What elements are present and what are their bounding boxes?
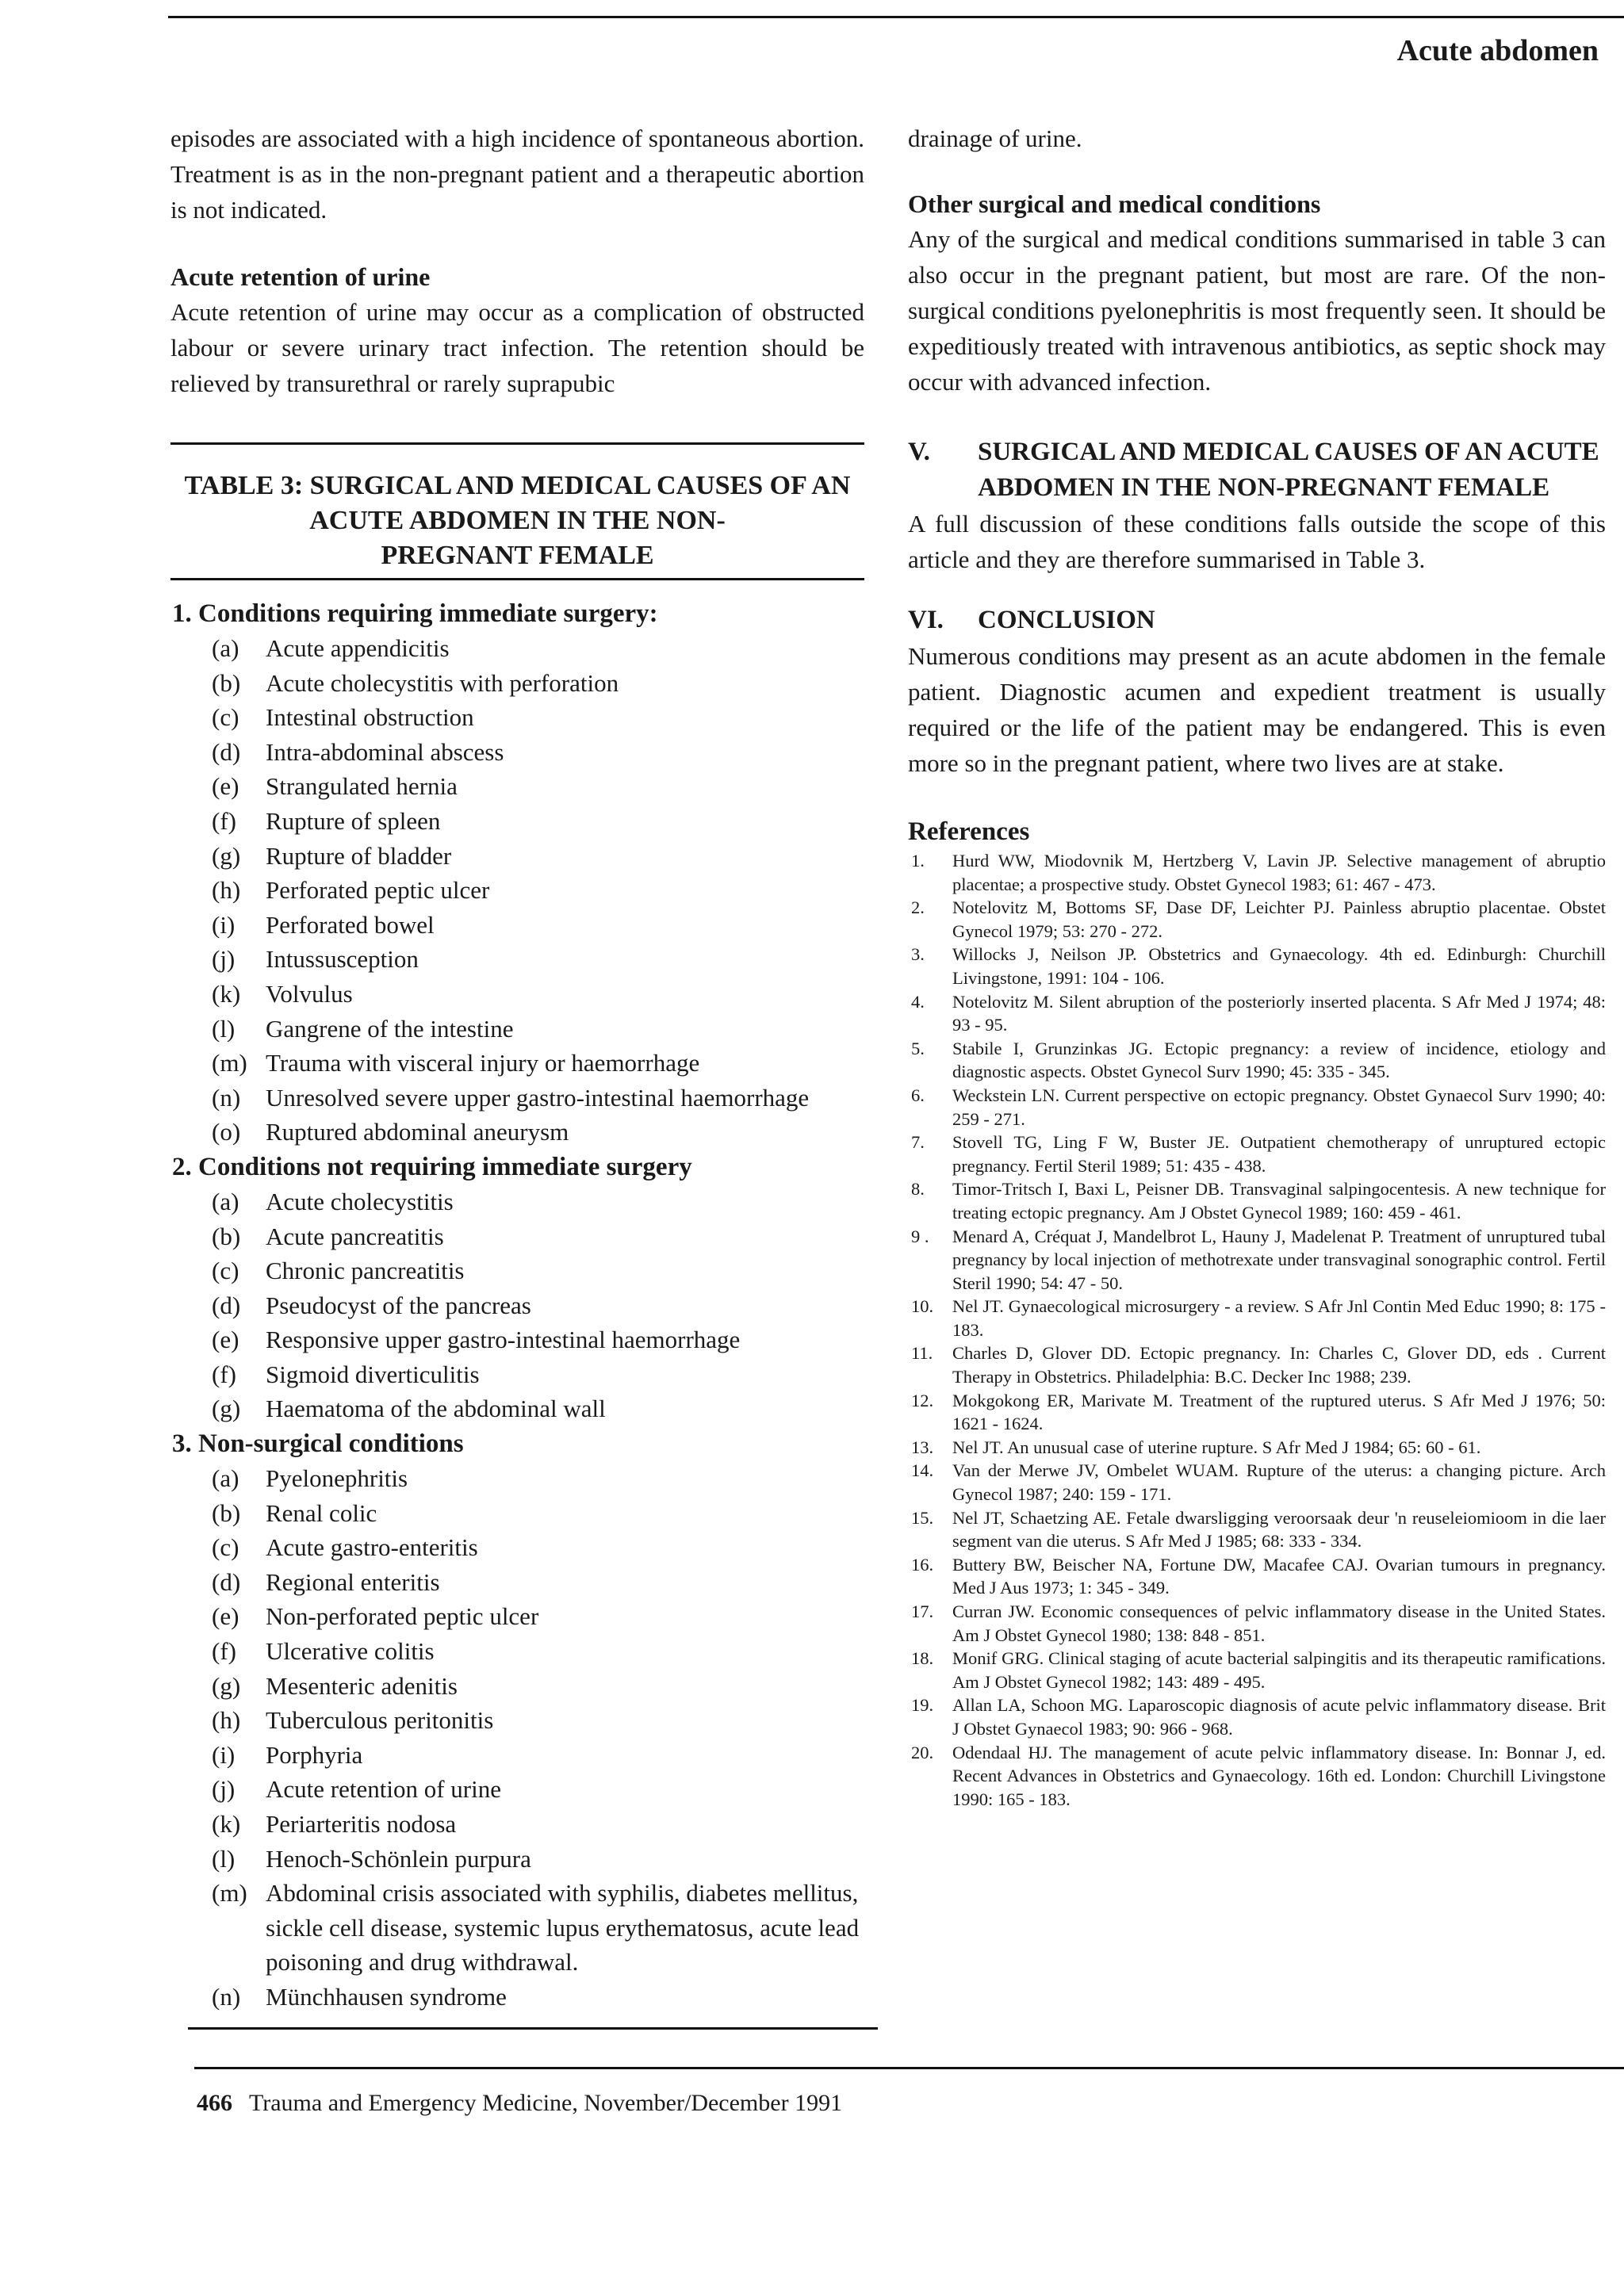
reference-number: 10. [911, 1296, 934, 1317]
table-item [212, 977, 864, 1012]
table-item-label: (c) [212, 1533, 239, 1562]
reference-item [908, 1131, 1606, 1177]
reference-number: 13. [911, 1437, 934, 1457]
table-item-label: (d) [212, 1567, 241, 1596]
table-item-text: Pseudocyst of the pancreas [266, 1291, 531, 1319]
table-item-label: (l) [212, 1844, 236, 1873]
table-item-text: Tuberculous peritonitis [266, 1706, 494, 1735]
table-item-label: (k) [212, 1810, 241, 1838]
table-item-text: Trauma with visceral injury or haemorrhage [266, 1049, 700, 1077]
table-item-label: (e) [212, 1602, 239, 1631]
table-group-list [172, 1461, 864, 2015]
table-item-label: (g) [212, 841, 241, 870]
reference-text: Charles D, Glover DD. Ectopic pregnancy. In: Charles C, Glover DD, eds . Current Therapy in Obstetrics. Philadelphia: B.C. Decker Inc 1988; 239. [952, 1343, 1606, 1387]
table-item-text: Periarteritis nodosa [266, 1810, 457, 1838]
reference-text: Weckstein LN. Current perspective on ectopic pregnancy. Obstet Gynaecol Surv 1990; 40: 259 - 271. [952, 1085, 1606, 1129]
other-conditions-heading: Other surgical and medical conditions [908, 189, 1321, 218]
table-group-heading: 3. Non-surgical conditions [172, 1429, 464, 1459]
reference-item [908, 1037, 1606, 1084]
reference-item [908, 1436, 1606, 1460]
section-vi-number: VI. [908, 606, 944, 634]
running-head: Acute abdomen [1396, 34, 1599, 67]
reference-item [908, 1553, 1606, 1600]
table-item-label: (c) [212, 703, 239, 732]
reference-text: Nel JT, Schaetzing AE. Fetale dwarsligging veroorsaak deur 'n reuseleiomioom in die laer segment van die uterus. S Afr Med J 1985; 68: 333 - 334. [952, 1507, 1606, 1552]
table-item-text: Renal colic [266, 1498, 377, 1527]
table-item [212, 1046, 864, 1081]
reference-text: Allan LA, Schoon MG. Laparoscopic diagnosis of acute pelvic inflammatory disease. Brit J Obstet Gynaecol 1983; 90: 966 - 968. [952, 1695, 1606, 1739]
reference-item [908, 1084, 1606, 1131]
table-item-label: (d) [212, 737, 241, 766]
reference-text: Timor-Tritsch I, Baxi L, Peisner DB. Transvaginal salpingocentesis. A new technique for treating ectopic pregnancy. Am J Obstet Gynecol 1989; 160: 459 - 461. [952, 1179, 1606, 1223]
table-item [212, 804, 864, 839]
table-group-heading: 2. Conditions not requiring immediate surgery [172, 1152, 692, 1181]
table-item-label: (i) [212, 910, 236, 939]
page-number: 466 [197, 2090, 232, 2116]
table-item [212, 873, 864, 908]
reference-item [908, 1295, 1606, 1341]
references-heading: References [908, 817, 1030, 846]
table-item-text: Pyelonephritis [266, 1464, 408, 1493]
reference-text: Stabile I, Grunzinkas JG. Ectopic pregnancy: a review of incidence, etiology and diagnostic aspects. Obstet Gynecol Surv 1990; 45: 335 - 345. [952, 1038, 1606, 1082]
reference-number: 1. [911, 851, 925, 871]
reference-item [908, 1459, 1606, 1506]
table-item-label: (n) [212, 1083, 241, 1112]
retention-paragraph: Acute retention of urine may occur as a complication of obstructed labour or severe urinary tract infection. The retention should be relieved by transurethral or rarely suprapubic [170, 298, 864, 397]
reference-item [908, 1647, 1606, 1693]
reference-text: Notelovitz M, Bottoms SF, Dase DF, Leichter PJ. Painless abruptio placentae. Obstet Gynecol 1979; 53: 270 - 272. [952, 897, 1606, 941]
table-item-text: Münchhausen syndrome [266, 1982, 507, 2011]
section-v-number: V. [908, 438, 930, 466]
table-item [212, 1530, 864, 1565]
table-item-label: (g) [212, 1395, 241, 1423]
table-item [212, 1461, 864, 1496]
conclusion-paragraph: Numerous conditions may present as an acute abdomen in the female patient. Diagnostic acumen and expedient treatment is usually required or the life of the patient may be endangered. This is even more so in the pregnant patient, where two lives are at stake. [908, 642, 1606, 777]
table-item [212, 1738, 864, 1773]
table-item-label: (c) [212, 1257, 239, 1285]
section-vi-title: CONCLUSION [978, 606, 1155, 634]
table-item [212, 908, 864, 943]
reference-text: Hurd WW, Miodovnik M, Hertzberg V, Lavin JP. Selective management of abruptio placentae; a prospective study. Obstet Gynecol 1983; 61: 467 - 473. [952, 851, 1606, 894]
reference-item [908, 849, 1606, 896]
section-v-paragraph: A full discussion of these conditions falls outside the scope of this article and they are therefore summarised in Table 3. [908, 510, 1606, 573]
table-item [212, 1184, 864, 1219]
reference-number: 12. [911, 1390, 934, 1410]
table-item-label: (e) [212, 1326, 239, 1354]
table-item-label: (a) [212, 1187, 239, 1215]
table-item-label: (b) [212, 1222, 241, 1250]
reference-number: 11. [911, 1343, 933, 1364]
table-item-text: Strangulated hernia [266, 772, 458, 801]
reference-item [908, 1225, 1606, 1295]
table-item-label: (l) [212, 1014, 236, 1043]
reference-number: 15. [911, 1507, 934, 1528]
table-item [212, 631, 864, 666]
table-item [212, 1288, 864, 1323]
table-item-label: (k) [212, 979, 241, 1008]
reference-text: Odendaal HJ. The management of acute pelvic inflammatory disease. In: Bonnar J, ed. Recent Advances in Obstetrics and Gynaecology. 16th ed. London: Churchill Livingstone 1990: 165 - 183. [952, 1742, 1606, 1809]
table-item-text: Perforated peptic ulcer [266, 876, 490, 905]
table-item-text: Mesenteric adenitis [266, 1671, 458, 1700]
table-item-label: (m) [212, 1879, 247, 1908]
table-item [212, 700, 864, 735]
left-column [170, 121, 864, 2030]
table-item-text: Ulcerative colitis [266, 1637, 435, 1666]
table-item-label: (g) [212, 1671, 241, 1700]
table-item [212, 1807, 864, 1842]
table-group-list [172, 631, 864, 1150]
reference-item [908, 1600, 1606, 1647]
table-item [212, 769, 864, 804]
table-item-text: Rupture of spleen [266, 806, 441, 835]
table-item-text: Unresolved severe upper gastro-intestinal haemorrhage [266, 1083, 810, 1112]
table-item [212, 839, 864, 874]
top-rule [168, 16, 1624, 18]
reference-text: Menard A, Créquat J, Mandelbrot L, Hauny J, Madelenat P. Treatment of unruptured tubal pregnancy by local injection of methotrexate under transvaginal sonographic control. Fertil Steril 1990; 54: 47 - 50. [952, 1226, 1606, 1293]
table-item-text: Rupture of bladder [266, 841, 452, 870]
table-item-text: Intestinal obstruction [266, 703, 474, 732]
table-item-label: (n) [212, 1982, 241, 2011]
table-item [212, 1115, 864, 1150]
reference-item [908, 1389, 1606, 1436]
footer [197, 2090, 842, 2117]
table-group-list [172, 1184, 864, 1426]
reference-number: 4. [911, 991, 925, 1012]
table-item [212, 1012, 864, 1047]
table-title [170, 469, 864, 573]
table-item-text: Acute retention of urine [266, 1775, 501, 1804]
reference-number: 3. [911, 944, 925, 965]
table-item-text: Acute cholecystitis [266, 1187, 454, 1215]
right-column [908, 121, 1606, 1811]
section-v-title: SURGICAL AND MEDICAL CAUSES OF AN ACUTE ABDOMEN IN THE NON-PREGNANT FEMALE [978, 438, 1599, 502]
reference-number: 5. [911, 1038, 925, 1058]
reference-number: 9 . [911, 1226, 929, 1246]
table-item-text: Haematoma of the abdominal wall [266, 1395, 606, 1423]
reference-item [908, 1177, 1606, 1224]
reference-number: 2. [911, 897, 925, 918]
reference-item [908, 1741, 1606, 1812]
reference-item [908, 896, 1606, 943]
table-item-text: Porphyria [266, 1740, 363, 1769]
table-item-label: (h) [212, 1706, 241, 1735]
table-item [212, 1634, 864, 1669]
table-item [212, 1219, 864, 1254]
table-bottom-rule [188, 2027, 878, 2030]
table-item [212, 1980, 864, 2015]
table-item-label: (b) [212, 1498, 241, 1527]
table-item-label: (m) [212, 1049, 247, 1077]
table-item-text: Acute appendicitis [266, 634, 450, 662]
table-item-label: (f) [212, 1360, 236, 1388]
table-title-line-3: PREGNANT FEMALE [381, 541, 654, 570]
reference-number: 16. [911, 1554, 934, 1575]
table-item [212, 1772, 864, 1807]
table-item [212, 1703, 864, 1738]
reference-text: Stovell TG, Ling F W, Buster JE. Outpatient chemotherapy of unruptured ectopic pregnancy. Fertil Steril 1989; 51: 435 - 438. [952, 1132, 1606, 1176]
reference-item [908, 1506, 1606, 1553]
reference-number: 17. [911, 1601, 934, 1621]
footer-rule [194, 2067, 1624, 2069]
table-item [212, 942, 864, 977]
reference-number: 18. [911, 1648, 934, 1669]
reference-item [908, 990, 1606, 1037]
table-item-label: (f) [212, 1637, 236, 1666]
table-item [212, 1565, 864, 1600]
table-item-text: Gangrene of the intestine [266, 1014, 514, 1043]
reference-text: Curran JW. Economic consequences of pelvic inflammatory disease in the United States. Am J Obstet Gynecol 1980; 138: 848 - 851. [952, 1601, 1606, 1645]
reference-number: 14. [911, 1460, 934, 1481]
table-title-line-2: ACUTE ABDOMEN IN THE NON- [309, 506, 726, 535]
table-item-text: Non-perforated peptic ulcer [266, 1602, 539, 1631]
table-item-text: Acute gastro-enteritis [266, 1533, 478, 1562]
table-item-text: Henoch-Schönlein purpura [266, 1844, 531, 1873]
table-item-label: (b) [212, 668, 241, 697]
intro-paragraph: episodes are associated with a high incidence of spontaneous abortion. Treatment is as in the non-pregnant patient and a therapeutic abortion is not indicated. [170, 124, 864, 224]
table-item-label: (a) [212, 634, 239, 662]
table-item [212, 1669, 864, 1704]
table-item-label: (f) [212, 806, 236, 835]
table-groups [170, 596, 864, 2015]
table-item-label: (e) [212, 772, 239, 801]
table-item [212, 666, 864, 701]
table-item-label: (h) [212, 876, 241, 905]
table-item-label: (j) [212, 1775, 236, 1804]
reference-number: 20. [911, 1742, 934, 1762]
table-title-line-1: TABLE 3: SURGICAL AND MEDICAL CAUSES OF AN [184, 471, 851, 500]
reference-item [908, 1341, 1606, 1388]
section-v-heading [908, 434, 1606, 506]
table-group-heading: 1. Conditions requiring immediate surgery: [172, 599, 658, 628]
reference-text: Mokgokong ER, Marivate M. Treatment of the ruptured uterus. S Afr Med J 1976; 50: 1621 - 1624. [952, 1390, 1606, 1434]
table-item-label: (a) [212, 1464, 239, 1493]
table-item-text: Regional enteritis [266, 1567, 440, 1596]
reference-text: Nel JT. An unusual case of uterine rupture. S Afr Med J 1984; 65: 60 - 61. [952, 1437, 1481, 1457]
table-item-text: Intra-abdominal abscess [266, 737, 504, 766]
table-item-text: Acute pancreatitis [266, 1222, 444, 1250]
journal-citation: Trauma and Emergency Medicine, November/December 1991 [248, 2090, 843, 2116]
table-item-label: (o) [212, 1118, 241, 1146]
reference-text: Monif GRG. Clinical staging of acute bacterial salpingitis and its therapeutic ramifications. Am J Obstet Gynecol 1982; 143: 489 - 495. [952, 1648, 1606, 1692]
references-list [908, 849, 1606, 1811]
reference-text: Notelovitz M. Silent abruption of the posteriorly inserted placenta. S Afr Med J 1974; 48: 93 - 95. [952, 991, 1606, 1035]
table-item-text: Ruptured abdominal aneurysm [266, 1118, 569, 1146]
table-item-label: (i) [212, 1740, 236, 1769]
retention-heading: Acute retention of urine [170, 262, 431, 291]
drainage-text: drainage of urine. [908, 124, 1082, 152]
reference-number: 7. [911, 1132, 925, 1153]
other-conditions-paragraph: Any of the surgical and medical conditions summarised in table 3 can also occur in the pregnant patient, but most are rare. Of the non-surgical conditions pyelonephritis is most frequently seen. It should be expeditiously treated with intravenous antibiotics, as septic shock may occur with advanced infection. [908, 225, 1606, 396]
table-item [212, 1876, 864, 1980]
reference-item [908, 1693, 1606, 1740]
reference-number: 8. [911, 1179, 925, 1200]
table-item [212, 1081, 864, 1115]
table-item [212, 1357, 864, 1392]
table-item-label: (d) [212, 1291, 241, 1319]
table-item-text: Sigmoid diverticulitis [266, 1360, 480, 1388]
table-item-text: Abdominal crisis associated with syphilis, diabetes mellitus, sickle cell disease, systemic lupus erythematosus, acute lead poisoning and drug withdrawal. [266, 1879, 860, 1976]
table-item-text: Acute cholecystitis with perforation [266, 668, 619, 697]
table-item-text: Chronic pancreatitis [266, 1257, 465, 1285]
reference-text: Willocks J, Neilson JP. Obstetrics and Gynaecology. 4th ed. Edinburgh: Churchill Livingstone, 1991: 104 - 106. [952, 944, 1606, 988]
table-item [212, 1253, 864, 1288]
reference-text: Buttery BW, Beischer NA, Fortune DW, Macafee CAJ. Ovarian tumours in pregnancy. Med J Aus 1973; 1: 345 - 349. [952, 1554, 1606, 1598]
table-item-text: Perforated bowel [266, 910, 435, 939]
reference-text: Van der Merwe JV, Ombelet WUAM. Rupture of the uterus: a changing picture. Arch Gynecol 1987; 240: 159 - 171. [952, 1460, 1606, 1505]
reference-number: 19. [911, 1695, 934, 1716]
table-item [212, 1391, 864, 1426]
table-item-label: (j) [212, 945, 236, 974]
table-item [212, 1322, 864, 1357]
table-item-text: Responsive upper gastro-intestinal haemorrhage [266, 1326, 741, 1354]
table-item-text: Volvulus [266, 979, 353, 1008]
table-item [212, 1599, 864, 1634]
reference-item [908, 943, 1606, 989]
reference-text: Nel JT. Gynaecological microsurgery - a review. S Afr Jnl Contin Med Educ 1990; 8: 175 - 183. [952, 1296, 1606, 1340]
table-item [212, 1842, 864, 1877]
reference-number: 6. [911, 1085, 925, 1105]
table-item-text: Intussusception [266, 945, 419, 974]
table-item [212, 735, 864, 770]
section-vi-heading [908, 603, 1606, 638]
table-item [212, 1496, 864, 1531]
